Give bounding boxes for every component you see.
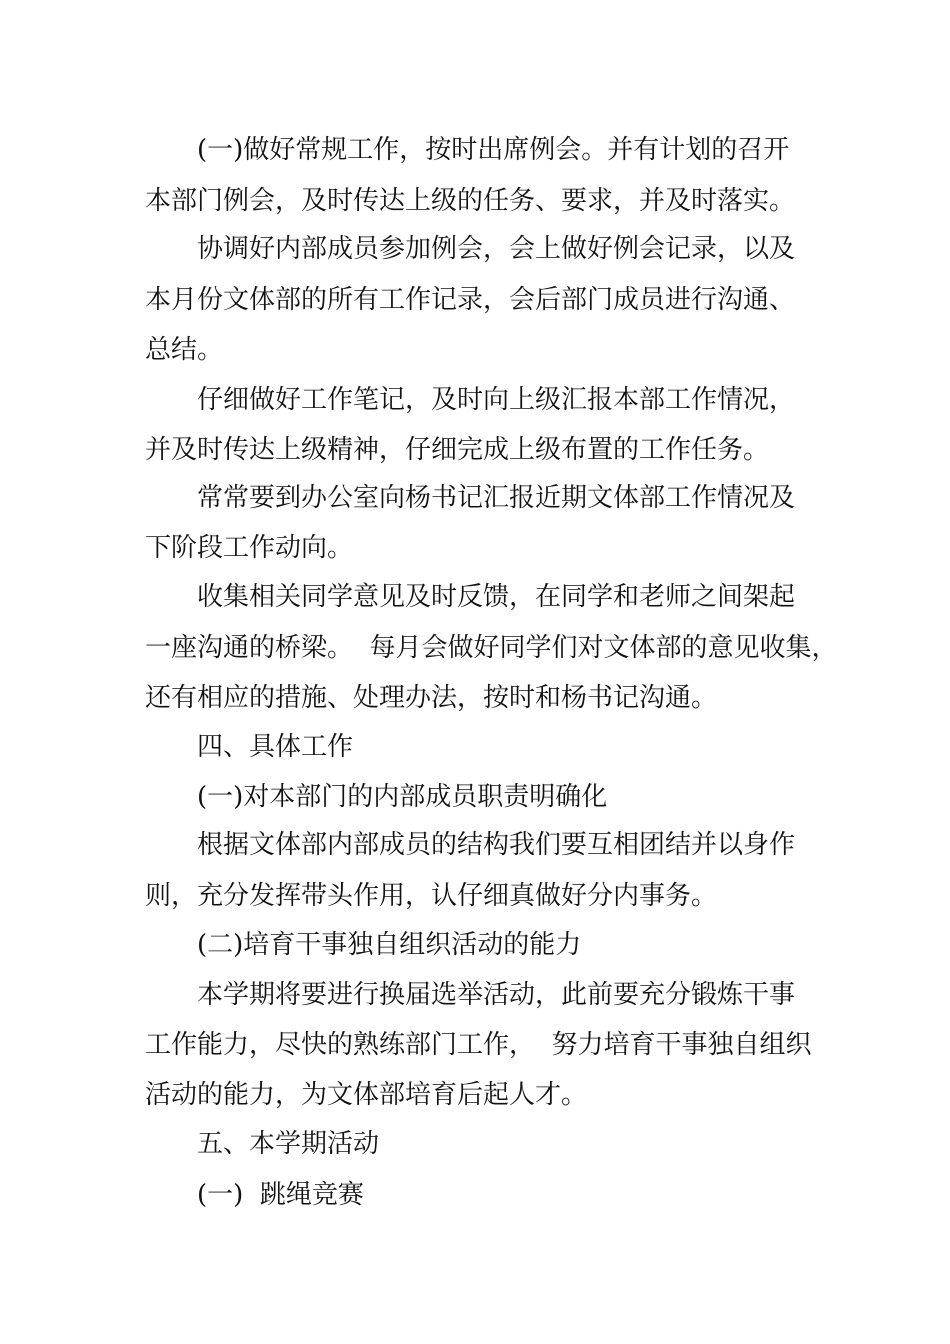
paragraph-line: 根据文体部内部成员的结构我们要互相团结并以身作	[197, 830, 796, 860]
paragraph-line: 本学期将要进行换届选举活动，此前要充分锻炼干事	[197, 980, 796, 1010]
paragraph-line: 仔细做好工作笔记，及时向上级汇报本部工作情况，	[197, 385, 796, 415]
paragraph-line: 还有相应的措施、处理办法，按时和杨书记沟通。	[145, 683, 718, 713]
paragraph-line: 一座沟通的桥梁。 每月会做好同学们对文体部的意见收集，	[145, 633, 838, 663]
paragraph-line: 常常要到办公室向杨书记汇报近期文体部工作情况及	[197, 483, 796, 513]
paragraph-line: (一)做好常规工作，按时出席例会。并有计划的召开	[197, 135, 790, 165]
paragraph-line: 本部门例会，及时传达上级的任务、要求，并及时落实。	[145, 186, 796, 216]
paragraph-line: 并及时传达上级精神，仔细完成上级布置的工作任务。	[145, 435, 770, 465]
paragraph-line: 下阶段工作动向。	[145, 533, 354, 563]
section-heading: 五、本学期活动	[197, 1129, 380, 1159]
paragraph-line: 总结。	[145, 335, 224, 365]
subsection-heading: (二)培育干事独自组织活动的能力	[197, 930, 582, 960]
subsection-heading: (一)对本部门的内部成员职责明确化	[197, 782, 608, 812]
paragraph-line: 工作能力，尽快的熟练部门工作， 努力培育干事独自组织	[145, 1030, 812, 1060]
paragraph-line: 协调好内部成员参加例会，会上做好例会记录，以及	[197, 234, 796, 264]
paragraph-line: 则，充分发挥带头作用，认仔细真做好分内事务。	[145, 881, 718, 911]
section-heading: 四、具体工作	[197, 732, 354, 762]
paragraph-line: 收集相关同学意见及时反馈，在同学和老师之间架起	[197, 582, 796, 612]
subsection-heading: (一) 跳绳竞赛	[197, 1180, 364, 1210]
paragraph-line: 本月份文体部的所有工作记录，会后部门成员进行沟通、	[145, 285, 796, 315]
paragraph-line: 活动的能力，为文体部培育后起人才。	[145, 1080, 588, 1110]
